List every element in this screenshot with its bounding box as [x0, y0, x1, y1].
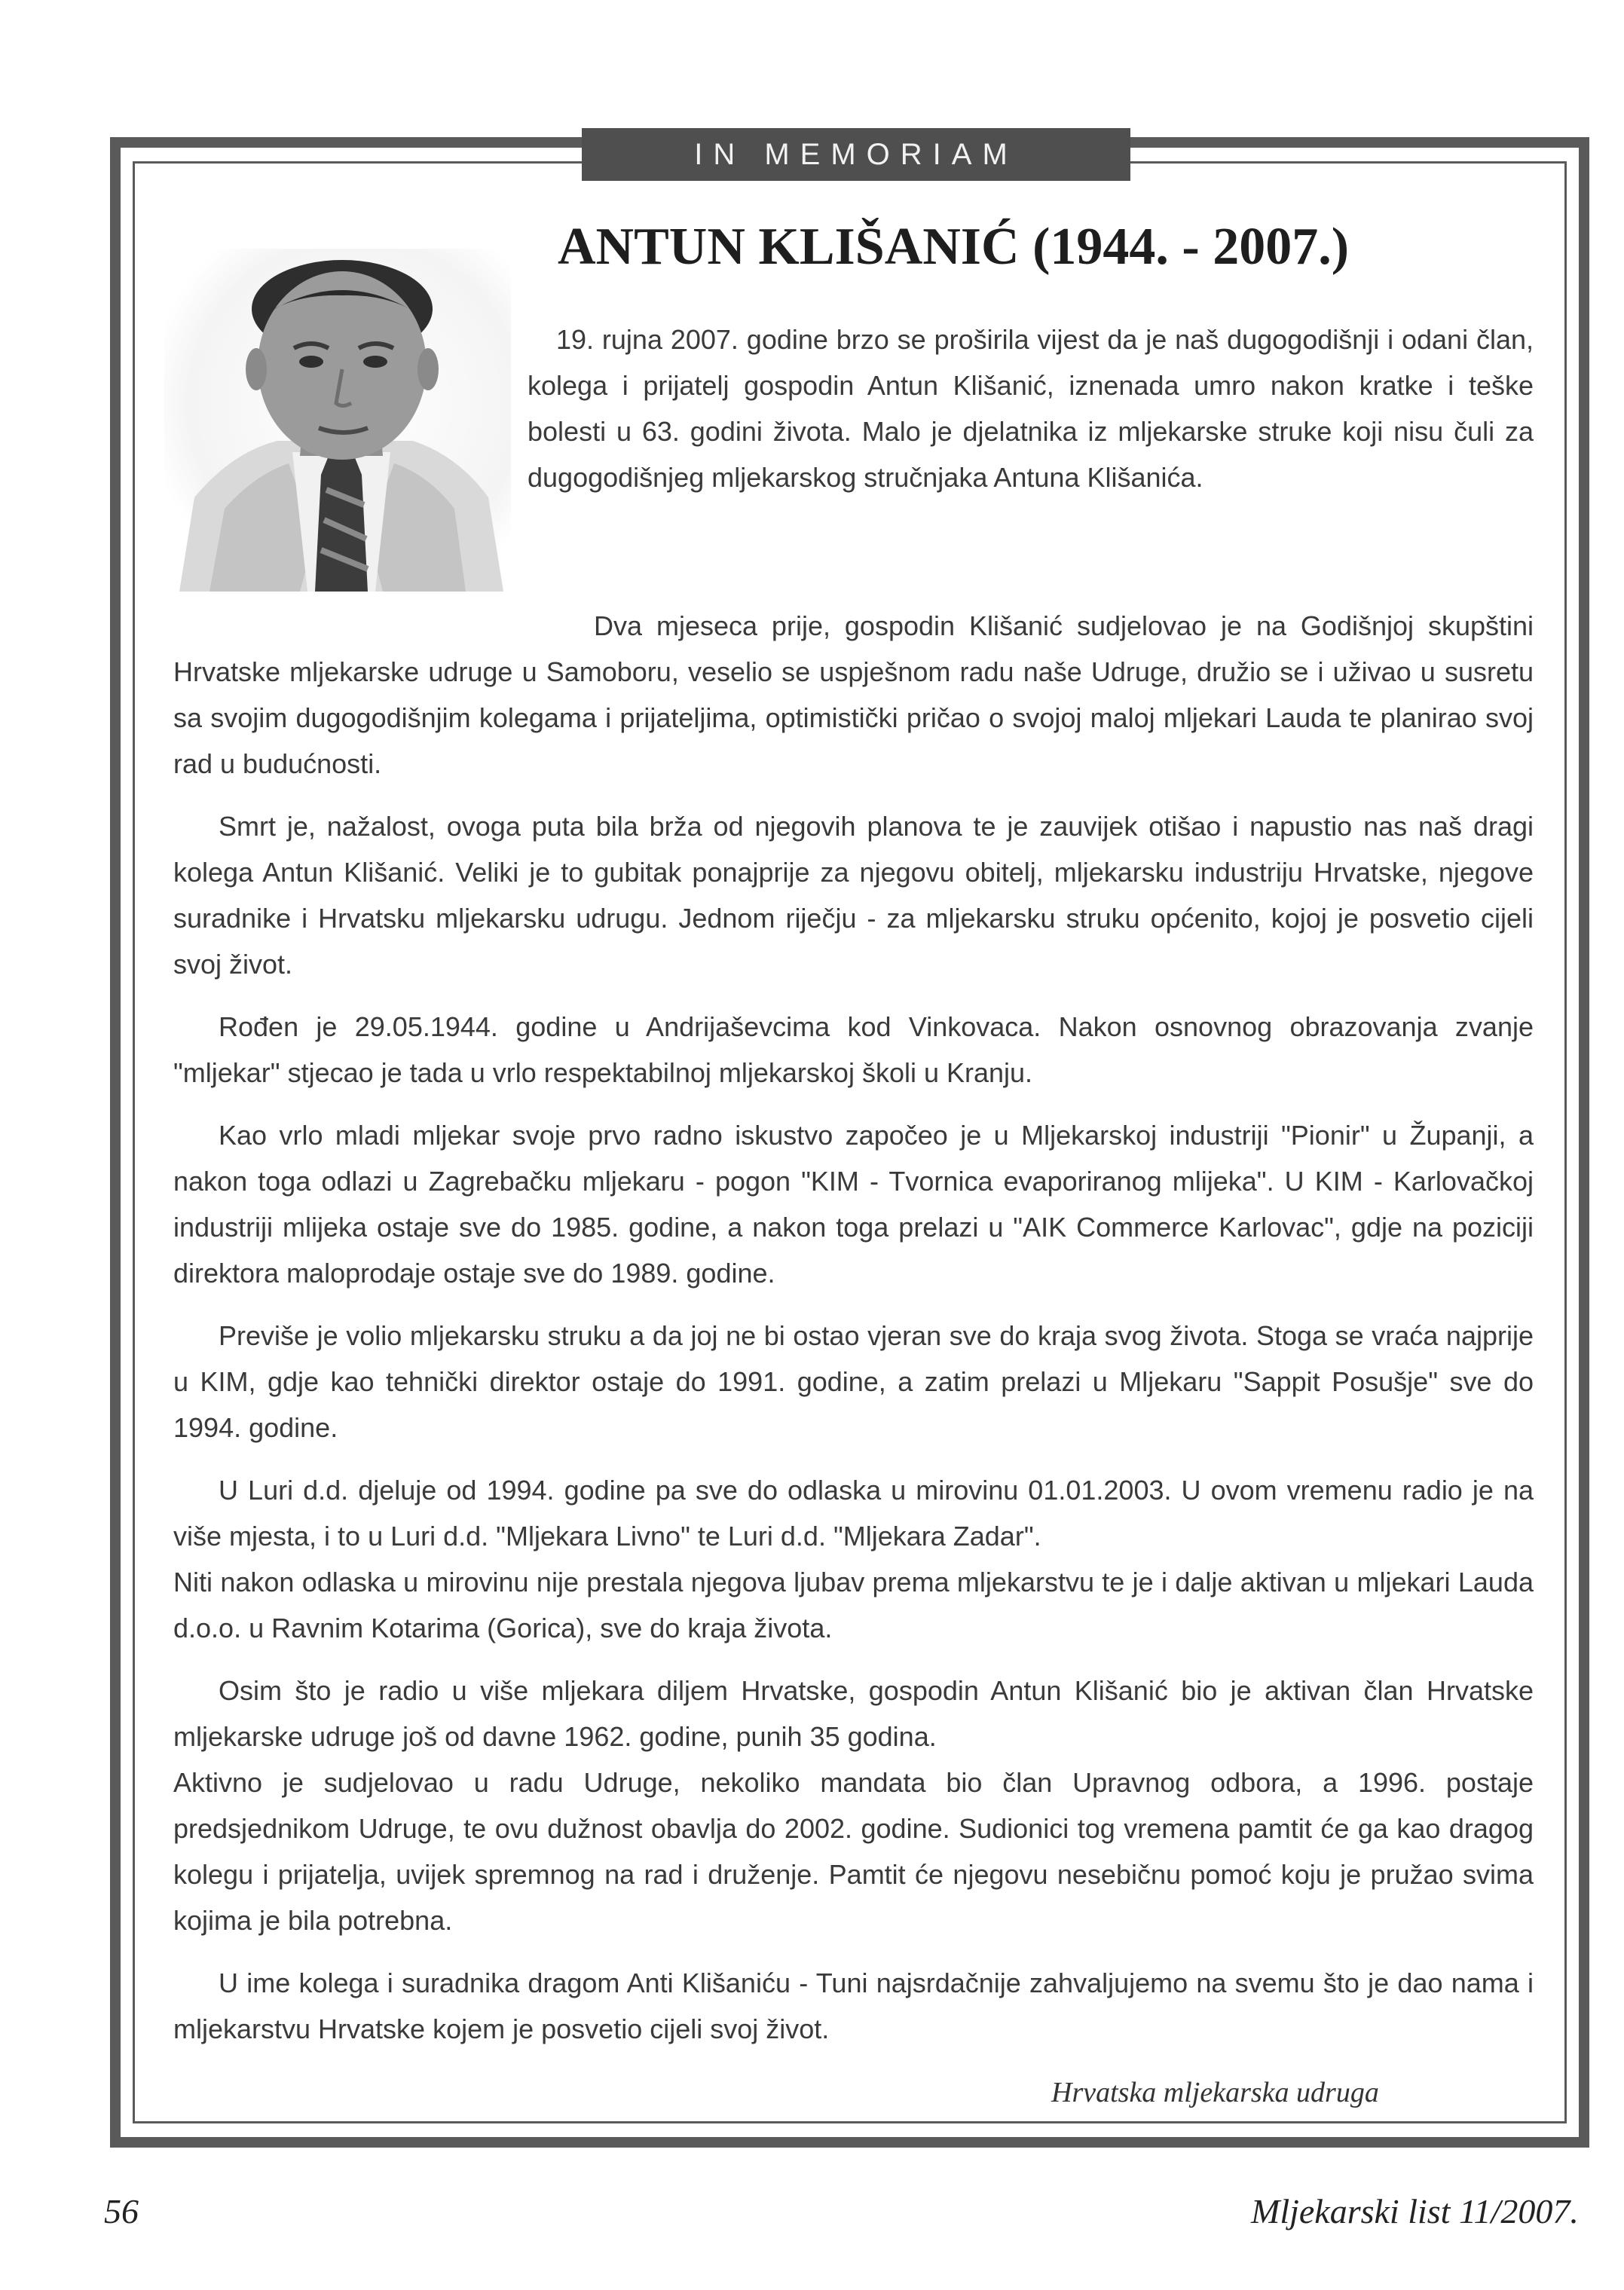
paragraph: Rođen je 29.05.1944. godine u Andrijaševcima kod Vinkovaca. Nakon osnovnog obrazovanja zvanje "mljekar" stjecao je tada u vrlo respektabilnoj mljekarskoj školi u Kranju.: [173, 1011, 1534, 1088]
paragraph: U Luri d.d. djeluje od 1994. godine pa sve do odlaska u mirovinu 01.01.2003. U ovom vremenu radio je na više mjesta, i to u Luri d.d. "Mljekara Livno" te Luri d.d. "Mljekara Zadar".: [173, 1475, 1534, 1552]
paragraph: Osim što je radio u više mljekara diljem Hrvatske, gospodin Antun Klišanić bio je aktivan član Hrvatske mljekarske udruge još od davne 1962. godine, punih 35 godina.: [173, 1675, 1534, 1752]
paragraph: Kao vrlo mladi mljekar svoje prvo radno iskustvo započeo je u Mljekarskoj industriji "Pionir" u Županji, a nakon toga odlazi u Zagrebačku mljekaru - pogon "KIM - Tvornica evaporiranog mlijeka". U KIM - Karlovačkoj industriji mlijeka ostaje sve do 1985. godine, a nakon toga prelazi u "AIK Commerce Karlovac", gdje na poziciji direktora maloprodaje ostaje sve do 1989. godine.: [173, 1120, 1534, 1289]
page-title: ANTUN KLIŠANIĆ (1944. - 2007.): [558, 218, 1350, 276]
signature: Hrvatska mljekarska udruga: [1051, 2077, 1379, 2108]
journal-issue: Mljekarski list 11/2007.: [1251, 2192, 1579, 2230]
paragraph: U ime kolega i suradnika dragom Anti Klišaniću - Tuni najsrdačnije zahvaljujemo na svemu što je dao nama i mljekarstvu Hrvatske kojem je posvetio cijeli svoj život.: [173, 1967, 1534, 2044]
paragraph: Aktivno je sudjelovao u radu Udruge, nekoliko mandata bio član Upravnog odbora, a 1996. postaje predsjednikom Udruge, te ovu dužnost obavlja do 2002. godine. Sudionici tog vremena pamtit će ga kao dragog kolegu i prijatelja, uvijek spremnog na rad i druženje. Pamtit će njegovu nesebičnu pomoć koju je pružao svima kojima je bila potrebna.: [173, 1767, 1534, 1936]
paragraph: Niti nakon odlaska u mirovinu nije prestala njegova ljubav prema mljekarstvu te je i dalje aktivan u mljekari Lauda d.o.o. u Ravnim Kotarima (Gorica), sve do kraja života.: [173, 1567, 1534, 1643]
article-body: [173, 603, 1534, 2068]
portrait-photo: [164, 249, 511, 592]
intro-paragraph: 19. rujna 2007. godine brzo se proširila vijest da je naš dugogodišnji i odani član, kolega i prijatelj gospodin Antun Klišanić, iznenada umro nakon kratke i teške bolesti u 63. godini života. Malo je djelatnika iz mljekarske struke koji nisu čuli za dugogodišnjeg mljekarskog stručnjaka Antuna Klišanića.: [528, 324, 1534, 493]
paragraph: Previše je volio mljekarsku struku a da joj ne bi ostao vjeran sve do kraja svog života. Stoga se vraća najprije u KIM, gdje kao tehnički direktor ostaje do 1991. godine, a zatim prelazi u Mljekaru "Sappit Posušje" sve do 1994. godine.: [173, 1320, 1534, 1443]
paragraph: Smrt je, nažalost, ovoga puta bila brža od njegovih planova te je zauvijek otišao i napustio nas naš dragi kolega Antun Klišanić. Veliki je to gubitak ponajprije za njegovu obitelj, mljekarsku industriju Hrvatske, njegove suradnike i Hrvatsku mljekarsku udrugu. Jednom riječju - za mljekarsku struku općenito, kojoj je posvetio cijeli svoj život.: [173, 811, 1534, 980]
intro-text: [528, 316, 1534, 500]
page-number: 56: [104, 2192, 139, 2230]
paragraph: Dva mjeseca prije, gospodin Klišanić sudjelovao je na Godišnjoj skupštini Hrvatske mljekarske udruge u Samoboru, veselio se uspješnom radu naše Udruge, družio se i uživao u susretu sa svojim dugogodišnjim kolegama i prijateljima, optimistički pričao o svojoj maloj mljekari Lauda te planirao svoj rad u budućnosti.: [173, 610, 1534, 779]
section-banner: IN MEMORIAM: [582, 128, 1130, 181]
